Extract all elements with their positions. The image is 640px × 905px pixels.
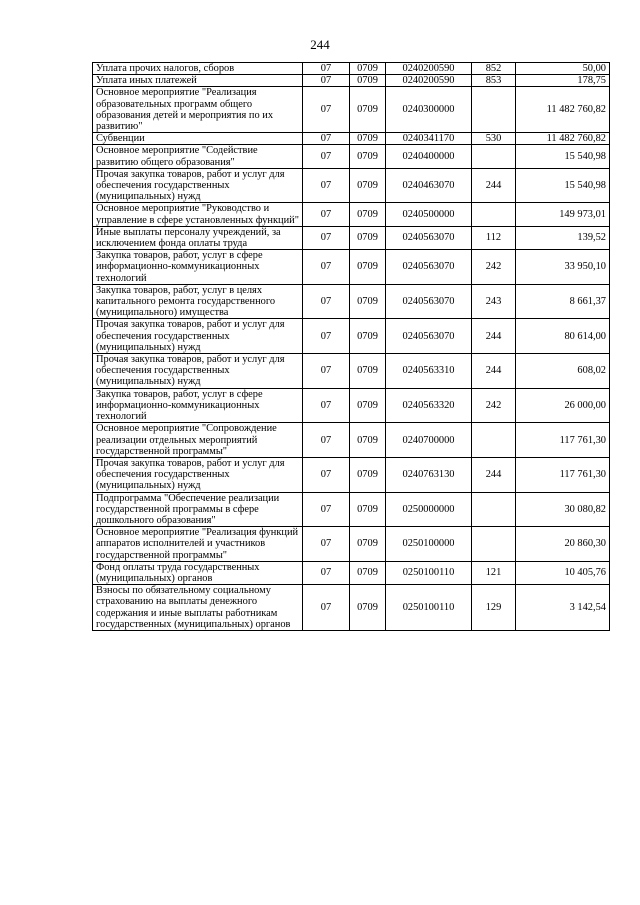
expense-name-cell: Основное мероприятие "Сопровождение реализации отдельных мероприятий государственной программы" xyxy=(93,423,303,458)
target-article-code-cell: 0240500000 xyxy=(386,203,472,226)
table-row xyxy=(93,423,610,458)
table-row xyxy=(93,492,610,527)
expense-name-cell: Закупка товаров, работ, услуг в сфере информационно-коммуникационных технологий xyxy=(93,388,303,423)
target-article-code-cell: 0240341170 xyxy=(386,133,472,145)
expense-name-cell: Закупка товаров, работ, услуг в целях капитального ремонта государственного (муниципального) имущества xyxy=(93,284,303,319)
amount-cell: 33 950,10 xyxy=(516,250,610,285)
table-row xyxy=(93,250,610,285)
expense-name-cell: Фонд оплаты труда государственных (муниципальных) органов xyxy=(93,561,303,584)
subsection-code-cell: 0709 xyxy=(350,423,386,458)
expense-type-code-cell: 530 xyxy=(472,133,516,145)
table-body xyxy=(93,63,610,631)
expense-name-cell: Закупка товаров, работ, услуг в сфере информационно-коммуникационных технологий xyxy=(93,250,303,285)
table-row xyxy=(93,354,610,389)
amount-cell: 11 482 760,82 xyxy=(516,87,610,133)
expense-name-cell: Прочая закупка товаров, работ и услуг для обеспечения государственных (муниципальных) нужд xyxy=(93,457,303,492)
subsection-code-cell: 0709 xyxy=(350,492,386,527)
expense-type-code-cell xyxy=(472,203,516,226)
expense-type-code-cell: 244 xyxy=(472,354,516,389)
target-article-code-cell: 0240563070 xyxy=(386,284,472,319)
table-row xyxy=(93,319,610,354)
amount-cell: 50,00 xyxy=(516,63,610,75)
amount-cell: 608,02 xyxy=(516,354,610,389)
expense-name-cell: Уплата прочих налогов, сборов xyxy=(93,63,303,75)
expense-type-code-cell xyxy=(472,145,516,168)
expense-name-cell: Прочая закупка товаров, работ и услуг для обеспечения государственных (муниципальных) нужд xyxy=(93,319,303,354)
expense-name-cell: Взносы по обязательному социальному страхованию на выплаты денежного содержания и иные выплаты работникам государственных (муниципальных) органов xyxy=(93,585,303,631)
section-code-cell: 07 xyxy=(303,585,350,631)
expense-type-code-cell: 244 xyxy=(472,457,516,492)
target-article-code-cell: 0240463070 xyxy=(386,168,472,203)
table-row xyxy=(93,203,610,226)
expense-name-cell: Уплата иных платежей xyxy=(93,75,303,87)
amount-cell: 10 405,76 xyxy=(516,561,610,584)
amount-cell: 178,75 xyxy=(516,75,610,87)
section-code-cell: 07 xyxy=(303,168,350,203)
section-code-cell: 07 xyxy=(303,492,350,527)
target-article-code-cell: 0240400000 xyxy=(386,145,472,168)
expense-name-cell: Основное мероприятие "Руководство и управление в сфере установленных функций" xyxy=(93,203,303,226)
target-article-code-cell: 0240563070 xyxy=(386,226,472,249)
table-row xyxy=(93,284,610,319)
expense-type-code-cell: 243 xyxy=(472,284,516,319)
section-code-cell: 07 xyxy=(303,527,350,562)
expense-name-cell: Основное мероприятие "Содействие развитию общего образования" xyxy=(93,145,303,168)
table-row xyxy=(93,63,610,75)
expense-name-cell: Субвенции xyxy=(93,133,303,145)
table-row xyxy=(93,133,610,145)
subsection-code-cell: 0709 xyxy=(350,284,386,319)
section-code-cell: 07 xyxy=(303,133,350,145)
section-code-cell: 07 xyxy=(303,203,350,226)
subsection-code-cell: 0709 xyxy=(350,133,386,145)
subsection-code-cell: 0709 xyxy=(350,203,386,226)
section-code-cell: 07 xyxy=(303,145,350,168)
subsection-code-cell: 0709 xyxy=(350,145,386,168)
subsection-code-cell: 0709 xyxy=(350,354,386,389)
table-row xyxy=(93,168,610,203)
section-code-cell: 07 xyxy=(303,319,350,354)
subsection-code-cell: 0709 xyxy=(350,226,386,249)
subsection-code-cell: 0709 xyxy=(350,168,386,203)
page-number: 244 xyxy=(310,37,330,52)
expense-name-cell: Прочая закупка товаров, работ и услуг для обеспечения государственных (муниципальных) нужд xyxy=(93,354,303,389)
target-article-code-cell: 0250100000 xyxy=(386,527,472,562)
expense-type-code-cell: 121 xyxy=(472,561,516,584)
table-row xyxy=(93,388,610,423)
section-code-cell: 07 xyxy=(303,284,350,319)
subsection-code-cell: 0709 xyxy=(350,319,386,354)
expense-name-cell: Основное мероприятие "Реализация образовательных программ общего образования детей и мероприятия по их развитию" xyxy=(93,87,303,133)
amount-cell: 139,52 xyxy=(516,226,610,249)
subsection-code-cell: 0709 xyxy=(350,87,386,133)
subsection-code-cell: 0709 xyxy=(350,75,386,87)
target-article-code-cell: 0250000000 xyxy=(386,492,472,527)
expense-type-code-cell xyxy=(472,492,516,527)
amount-cell: 149 973,01 xyxy=(516,203,610,226)
amount-cell: 117 761,30 xyxy=(516,457,610,492)
target-article-code-cell: 0240700000 xyxy=(386,423,472,458)
table-row xyxy=(93,87,610,133)
expense-type-code-cell: 852 xyxy=(472,63,516,75)
table-row xyxy=(93,585,610,631)
section-code-cell: 07 xyxy=(303,561,350,584)
expense-type-code-cell: 244 xyxy=(472,319,516,354)
table-row xyxy=(93,561,610,584)
target-article-code-cell: 0250100110 xyxy=(386,585,472,631)
target-article-code-cell: 0240563320 xyxy=(386,388,472,423)
expense-name-cell: Прочая закупка товаров, работ и услуг для обеспечения государственных (муниципальных) нужд xyxy=(93,168,303,203)
target-article-code-cell: 0250100110 xyxy=(386,561,472,584)
target-article-code-cell: 0240563070 xyxy=(386,250,472,285)
budget-table xyxy=(92,62,610,631)
amount-cell: 8 661,37 xyxy=(516,284,610,319)
amount-cell: 20 860,30 xyxy=(516,527,610,562)
table-row xyxy=(93,226,610,249)
section-code-cell: 07 xyxy=(303,423,350,458)
amount-cell: 15 540,98 xyxy=(516,168,610,203)
expense-type-code-cell xyxy=(472,423,516,458)
target-article-code-cell: 0240200590 xyxy=(386,63,472,75)
amount-cell: 3 142,54 xyxy=(516,585,610,631)
section-code-cell: 07 xyxy=(303,457,350,492)
subsection-code-cell: 0709 xyxy=(350,585,386,631)
table-row xyxy=(93,527,610,562)
expense-type-code-cell: 244 xyxy=(472,168,516,203)
subsection-code-cell: 0709 xyxy=(350,561,386,584)
section-code-cell: 07 xyxy=(303,87,350,133)
section-code-cell: 07 xyxy=(303,63,350,75)
target-article-code-cell: 0240763130 xyxy=(386,457,472,492)
table-row xyxy=(93,75,610,87)
expense-name-cell: Основное мероприятие "Реализация функций аппаратов исполнителей и участников государственной программы" xyxy=(93,527,303,562)
expense-type-code-cell: 129 xyxy=(472,585,516,631)
amount-cell: 15 540,98 xyxy=(516,145,610,168)
subsection-code-cell: 0709 xyxy=(350,63,386,75)
expense-name-cell: Подпрограмма "Обеспечение реализации государственной программы в сфере дошкольного образования" xyxy=(93,492,303,527)
subsection-code-cell: 0709 xyxy=(350,457,386,492)
expense-type-code-cell: 242 xyxy=(472,388,516,423)
expense-type-code-cell: 853 xyxy=(472,75,516,87)
section-code-cell: 07 xyxy=(303,226,350,249)
section-code-cell: 07 xyxy=(303,250,350,285)
expense-type-code-cell xyxy=(472,527,516,562)
target-article-code-cell: 0240300000 xyxy=(386,87,472,133)
expense-type-code-cell: 242 xyxy=(472,250,516,285)
table-row xyxy=(93,457,610,492)
table-row xyxy=(93,145,610,168)
target-article-code-cell: 0240563310 xyxy=(386,354,472,389)
section-code-cell: 07 xyxy=(303,388,350,423)
amount-cell: 80 614,00 xyxy=(516,319,610,354)
subsection-code-cell: 0709 xyxy=(350,250,386,285)
subsection-code-cell: 0709 xyxy=(350,527,386,562)
expense-name-cell: Иные выплаты персоналу учреждений, за исключением фонда оплаты труда xyxy=(93,226,303,249)
target-article-code-cell: 0240200590 xyxy=(386,75,472,87)
section-code-cell: 07 xyxy=(303,354,350,389)
subsection-code-cell: 0709 xyxy=(350,388,386,423)
amount-cell: 117 761,30 xyxy=(516,423,610,458)
amount-cell: 30 080,82 xyxy=(516,492,610,527)
amount-cell: 26 000,00 xyxy=(516,388,610,423)
amount-cell: 11 482 760,82 xyxy=(516,133,610,145)
target-article-code-cell: 0240563070 xyxy=(386,319,472,354)
expense-type-code-cell: 112 xyxy=(472,226,516,249)
expense-type-code-cell xyxy=(472,87,516,133)
section-code-cell: 07 xyxy=(303,75,350,87)
